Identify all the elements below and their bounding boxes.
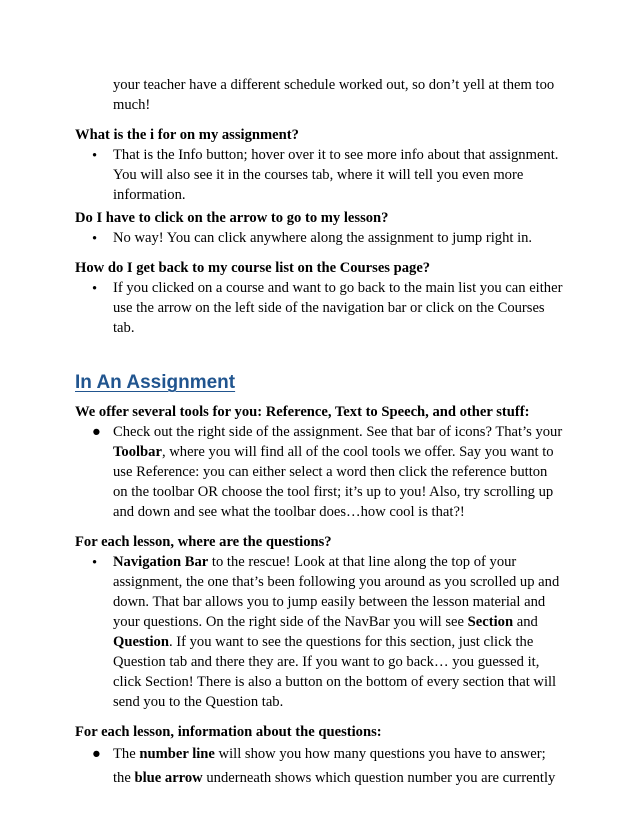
paragraph-line: on the toolbar OR choose the tool first; it’s up to you! Also, try scrolling up bbox=[113, 484, 554, 500]
faq-answer-line: You will also see it in the courses tab, where it will tell you even more bbox=[113, 167, 524, 183]
paragraph-line: click Section! There is also a button on the bottom of every section that will bbox=[113, 674, 557, 690]
paragraph-line bbox=[113, 612, 538, 632]
faq-question: For each lesson, where are the questions? bbox=[75, 534, 332, 550]
faq-question: For each lesson, information about the questions: bbox=[75, 724, 382, 740]
bullet-icon: ● bbox=[92, 746, 101, 762]
faq-answer-line: tab. bbox=[113, 320, 135, 336]
paragraph-line: Question tab and there they are. If you want to go back… you guessed it, bbox=[113, 654, 540, 670]
faq-answer-line: No way! You can click anywhere along the assignment to jump right in. bbox=[113, 230, 533, 246]
paragraph-line bbox=[113, 632, 533, 652]
term-blue-arrow: blue arrow bbox=[134, 770, 203, 786]
term-question: Question bbox=[113, 634, 169, 650]
paragraph-line bbox=[113, 442, 554, 462]
bullet-icon: • bbox=[92, 148, 98, 164]
text-run: your questions. On the right side of the NavBar you will see bbox=[113, 614, 468, 630]
paragraph-line: down. That bar allows you to jump easily between the lesson material and bbox=[113, 594, 546, 610]
bullet-icon: • bbox=[92, 555, 98, 571]
text-run: The bbox=[113, 746, 140, 762]
paragraph-line bbox=[113, 744, 546, 764]
bullet-icon: • bbox=[92, 231, 98, 247]
term-navigation-bar: Navigation Bar bbox=[113, 554, 209, 570]
paragraph-line: assignment, the one that’s been following you around as you scrolled up and bbox=[113, 574, 560, 590]
paragraph-line: much! bbox=[113, 97, 151, 113]
faq-question: What is the i for on my assignment? bbox=[75, 127, 299, 143]
faq-question: How do I get back to my course list on the Courses page? bbox=[75, 260, 431, 276]
text-run: . If you want to see the questions for this section, just click the bbox=[168, 634, 534, 650]
paragraph-line bbox=[113, 552, 516, 572]
term-section: Section bbox=[467, 614, 514, 630]
bullet-icon: ● bbox=[92, 424, 101, 440]
section-heading: In An Assignment bbox=[75, 372, 236, 393]
paragraph-line bbox=[113, 768, 555, 788]
bullet-icon: • bbox=[92, 281, 98, 297]
text-run: to the rescue! Look at that line along the top of your bbox=[208, 554, 517, 570]
text-run: underneath shows which question number you are currently bbox=[202, 770, 556, 786]
text-run: , where you will find all of the cool tools we offer. Say you want to bbox=[161, 444, 554, 460]
paragraph-line: your teacher have a different schedule worked out, so don’t yell at them too bbox=[113, 77, 555, 93]
text-run: will show you how many questions you have to answer; bbox=[214, 746, 546, 762]
faq-question: Do I have to click on the arrow to go to my lesson? bbox=[75, 210, 389, 226]
paragraph-line: send you to the Question tab. bbox=[113, 694, 284, 710]
faq-question: We offer several tools for you: Reference, Text to Speech, and other stuff: bbox=[75, 404, 530, 420]
text-run: and bbox=[513, 614, 538, 630]
paragraph-line: Check out the right side of the assignment. See that bar of icons? That’s your bbox=[113, 424, 563, 440]
term-toolbar: Toolbar bbox=[113, 444, 162, 460]
term-number-line: number line bbox=[139, 746, 215, 762]
faq-answer-line: If you clicked on a course and want to go back to the main list you can either bbox=[113, 280, 563, 296]
paragraph-line: use Reference: you can either select a word then click the reference button bbox=[113, 464, 548, 480]
paragraph-line: and down and see what the toolbar does…how cool is that?! bbox=[113, 504, 465, 520]
faq-answer-line: That is the Info button; hover over it to see more info about that assignment. bbox=[113, 147, 559, 163]
text-run: the bbox=[113, 770, 135, 786]
faq-answer-line: use the arrow on the left side of the navigation bar or click on the Courses bbox=[113, 300, 545, 316]
faq-answer-line: information. bbox=[113, 187, 186, 203]
